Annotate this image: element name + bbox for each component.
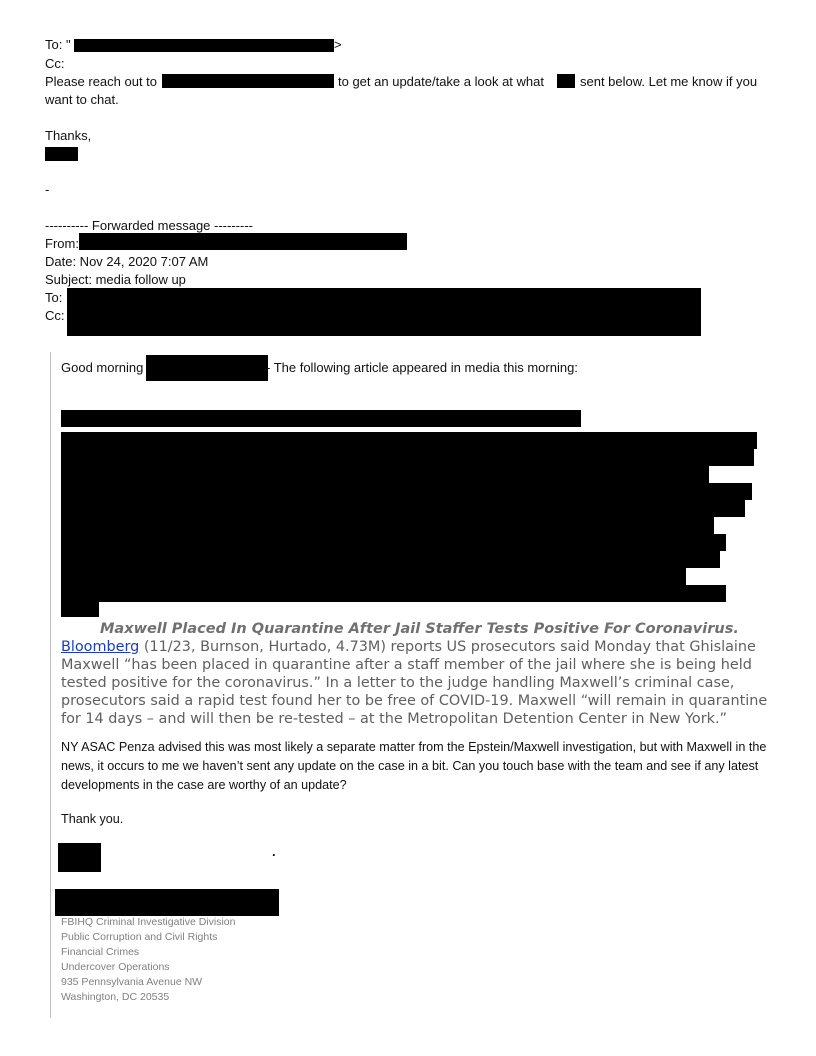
greeting-post: - The following article appeared in media this morning: xyxy=(266,360,578,375)
body-post: sent below. Let me know if you xyxy=(580,74,758,89)
bloomberg-link[interactable]: Bloomberg xyxy=(61,639,140,655)
redaction-from xyxy=(79,233,407,250)
asac-paragraph: NY ASAC Penza advised this was most likely a separate matter from the Epstein/Maxwell investigation, but with Maxwell in the news, it occurs to me we haven’t sent any update on the case in a bit. Can you touch base with the team and see if any latest developments in the case are worthy of an update? xyxy=(61,740,767,792)
redaction-signature-name xyxy=(58,843,101,872)
signature-line: FBIHQ Criminal Investigative Division xyxy=(61,916,236,928)
redaction-line xyxy=(61,410,581,427)
cc-label: Cc: xyxy=(45,56,65,71)
redaction-line xyxy=(61,483,752,500)
redaction-recipients xyxy=(67,288,701,336)
redaction-greeting-name xyxy=(146,355,268,381)
article-headline: Maxwell Placed In Quarantine After Jail Staffer Tests Positive For Coronavirus. xyxy=(100,621,739,637)
signature-line: Washington, DC 20535 xyxy=(61,991,170,1003)
redaction-line xyxy=(61,500,745,517)
thanks: Thanks, xyxy=(45,128,92,143)
dash: - xyxy=(45,182,50,197)
thank-you: Thank you. xyxy=(61,812,124,826)
signature-line: Financial Crimes xyxy=(61,946,140,958)
redaction-line xyxy=(61,466,709,483)
redaction-name-small xyxy=(557,74,575,88)
redaction-line xyxy=(61,449,754,466)
redaction-to xyxy=(74,39,334,52)
fwd-cc-label: Cc: xyxy=(45,308,65,323)
to-suffix: > xyxy=(334,37,342,52)
redaction-line xyxy=(61,568,686,585)
body-line2: want to chat. xyxy=(45,92,119,107)
signature-line: Undercover Operations xyxy=(61,961,170,973)
subject-line: Subject: media follow up xyxy=(45,272,186,287)
article-body xyxy=(61,638,771,728)
redaction-line xyxy=(61,585,726,602)
redaction-line xyxy=(61,432,757,449)
quote-bar xyxy=(50,352,51,1018)
redaction-line xyxy=(61,534,726,551)
from-label: From: xyxy=(45,236,79,251)
redaction-line xyxy=(61,517,714,534)
date-line: Date: Nov 24, 2020 7:07 AM xyxy=(45,254,209,269)
fwd-to-label: To: xyxy=(45,290,63,305)
redaction-line xyxy=(61,602,99,617)
article-text: (11/23, Burnson, Hurtado, 4.73M) reports US prosecutors said Monday that Ghislaine Maxwell “has been placed in quarantine after a staff member of the jail where she is being held tested positive for the coronavirus.” In a letter to the judge handling Maxwell’s criminal case, prosecutors said a rapid test found her to be free of COVID-19. Maxwell “will remain in quarantine for 14 days – and will then be re-tested – at the Metropolitan Detention Center in New York.” xyxy=(61,639,768,727)
signature-line: 935 Pennsylvania Avenue NW xyxy=(61,976,203,988)
body-pre: Please reach out to xyxy=(45,74,158,89)
redaction-line xyxy=(61,551,720,568)
redaction-sender-name xyxy=(45,147,78,161)
body-mid: to get an update/take a look at what xyxy=(338,74,544,89)
greeting-pre: Good morning xyxy=(61,360,144,375)
signature-line: Public Corruption and Civil Rights xyxy=(61,931,218,943)
to-label: To: " xyxy=(45,37,71,52)
redaction-signature-title xyxy=(55,889,279,916)
signature-period: . xyxy=(272,844,276,859)
forwarded-divider: ---------- Forwarded message --------- xyxy=(45,218,253,233)
redaction-contact xyxy=(162,74,334,88)
